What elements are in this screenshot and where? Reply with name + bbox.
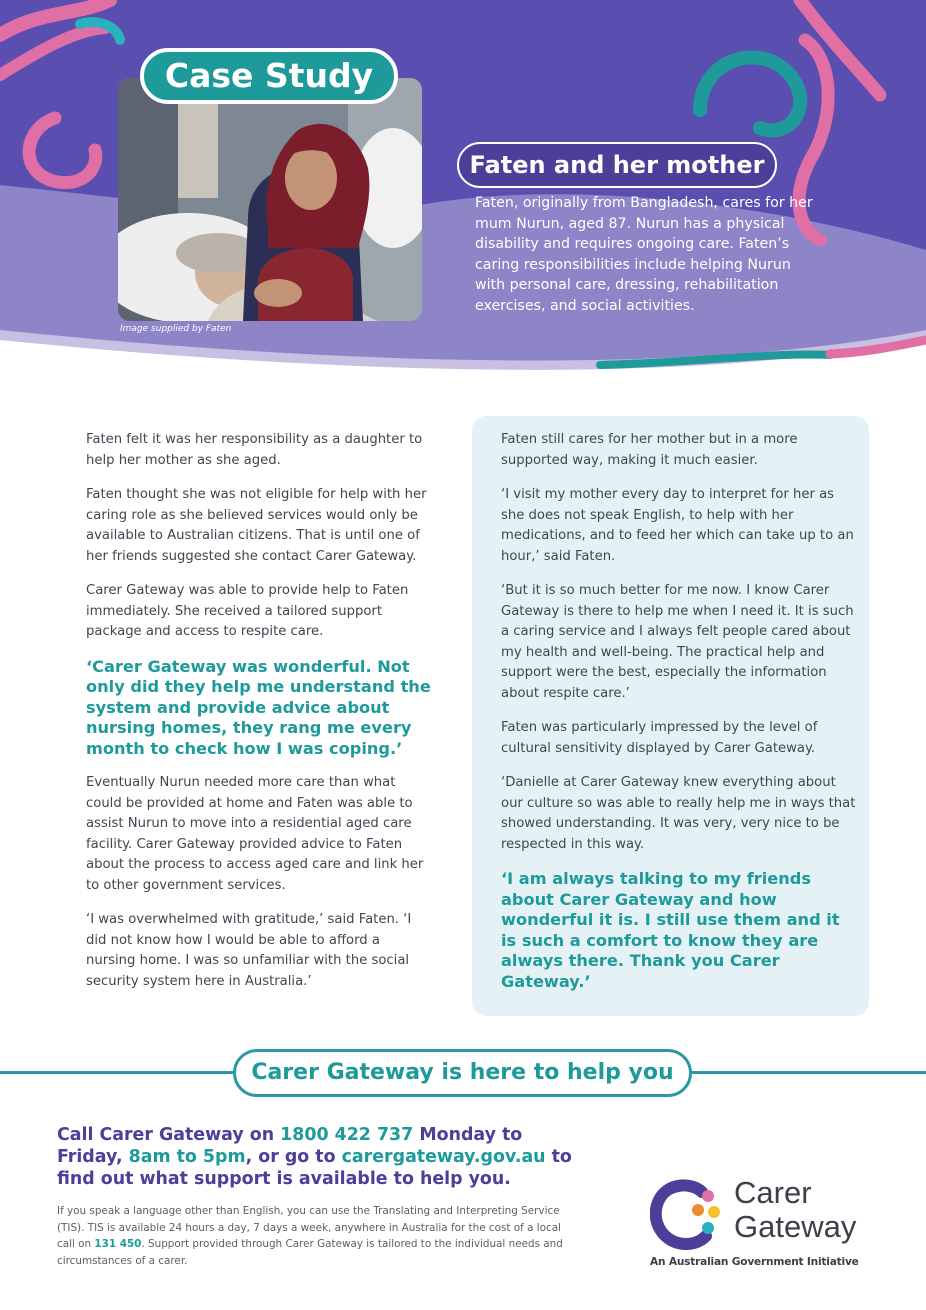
call-text: , or go to (245, 1147, 342, 1167)
paragraph: Faten still cares for her mother but in a more supported way, making it much easier. (501, 432, 798, 468)
opening-hours: 8am to 5pm (128, 1147, 246, 1167)
phone-number[interactable]: 1800 422 737 (280, 1125, 414, 1145)
left-column (86, 430, 431, 1006)
paragraph: ‘I was overwhelmed with gratitude,’ said Faten. ‘I did not know how I would be able to afford a nursing home. I was so unfamiliar with the social security system here in Australia.’ (86, 912, 412, 989)
paragraph: Eventually Nurun needed more care than what could be provided at home and Faten was able to assist Nurun to move into a residential aged care facility. Carer Gateway provided advice to Faten about the process to access aged care and link her to other government services. (86, 775, 424, 893)
case-study-tag: Case Study (140, 48, 398, 104)
paragraph: ‘But it is so much better for me now. I know Carer Gateway is there to help me when I need it. It is such a caring service and I always felt people cared about my health and well-being. The practical help and support were the best, especially the information about respite care.’ (501, 583, 854, 701)
tis-number[interactable]: 131 450 (94, 1238, 142, 1250)
page-title: Faten and her mother (457, 142, 777, 188)
call-text: Monday to Friday, (57, 1125, 523, 1167)
photo-illustration (118, 78, 422, 321)
paragraph: Faten felt it was her responsibility as a daughter to help her mother as she aged. (86, 432, 423, 468)
pull-quote: ‘Carer Gateway was wonderful. Not only did they help me understand the system and provide advice about nursing homes, they rang me every month to check how I was coping.’ (86, 656, 431, 758)
call-text: to find out what support is available to help you. (57, 1147, 572, 1189)
help-banner: Carer Gateway is here to help you (233, 1049, 692, 1097)
photo-caption: Image supplied by Faten (120, 324, 232, 334)
logo-subtitle: An Australian Government Initiative (650, 1256, 859, 1268)
logo-line: Carer (734, 1175, 812, 1210)
paragraph: ‘Danielle at Carer Gateway knew everything about our culture so was able to really help me in ways that showed understanding. It was very, very nice to be respected in this way. (501, 775, 856, 852)
logo-line: Gateway (734, 1209, 857, 1244)
paragraph: ‘I visit my mother every day to interpret for her as she does not speak English, to help with her medications, and to feed her which can take up to an hour,’ said Faten. (501, 487, 854, 564)
paragraph: Faten was particularly impressed by the level of cultural sensitivity displayed by Carer Gateway. (501, 720, 818, 756)
tis-text: If you speak a language other than English, you can use the Translating and Interpreting Service (TIS). TIS is available 24 hours a day, 7 days a week, anywhere in Australia for the cost of a local call on (57, 1205, 561, 1250)
paragraph: Carer Gateway was able to provide help to Faten immediately. She received a tailored support package and access to respite care. (86, 583, 409, 639)
intro-text: Faten, originally from Bangladesh, cares for her mum Nurun, aged 87. Nurun has a physical disability and requires ongoing care. Faten’s caring responsibilities include helping Nurun with personal care, dressing, rehabilitation exercises, and social activities. (475, 195, 813, 314)
case-study-photo (118, 78, 422, 321)
paragraph: Faten thought she was not eligible for help with her caring role as she believed services would only be available to Australian citizens. That is until one of her friends suggested she contact Carer Gateway. (86, 487, 427, 564)
call-text: Call Carer Gateway on (57, 1125, 281, 1145)
logo-wordmark (734, 1176, 856, 1244)
call-to-action (57, 1124, 577, 1190)
pull-quote: ‘I am always talking to my friends about Carer Gateway and how wonderful it is. I still use them and it is such a comfort to know they are always there. Thank you Carer Gateway.’ (501, 869, 840, 991)
logo-mark-icon (650, 1178, 726, 1252)
tis-text: . Support provided through Carer Gateway is tailored to the individual needs and circumstances of a carer. (57, 1238, 563, 1267)
website-link[interactable]: carergateway.gov.au (341, 1147, 546, 1167)
carer-gateway-logo (650, 1170, 890, 1280)
right-column (501, 430, 856, 1006)
tis-info (57, 1203, 582, 1269)
